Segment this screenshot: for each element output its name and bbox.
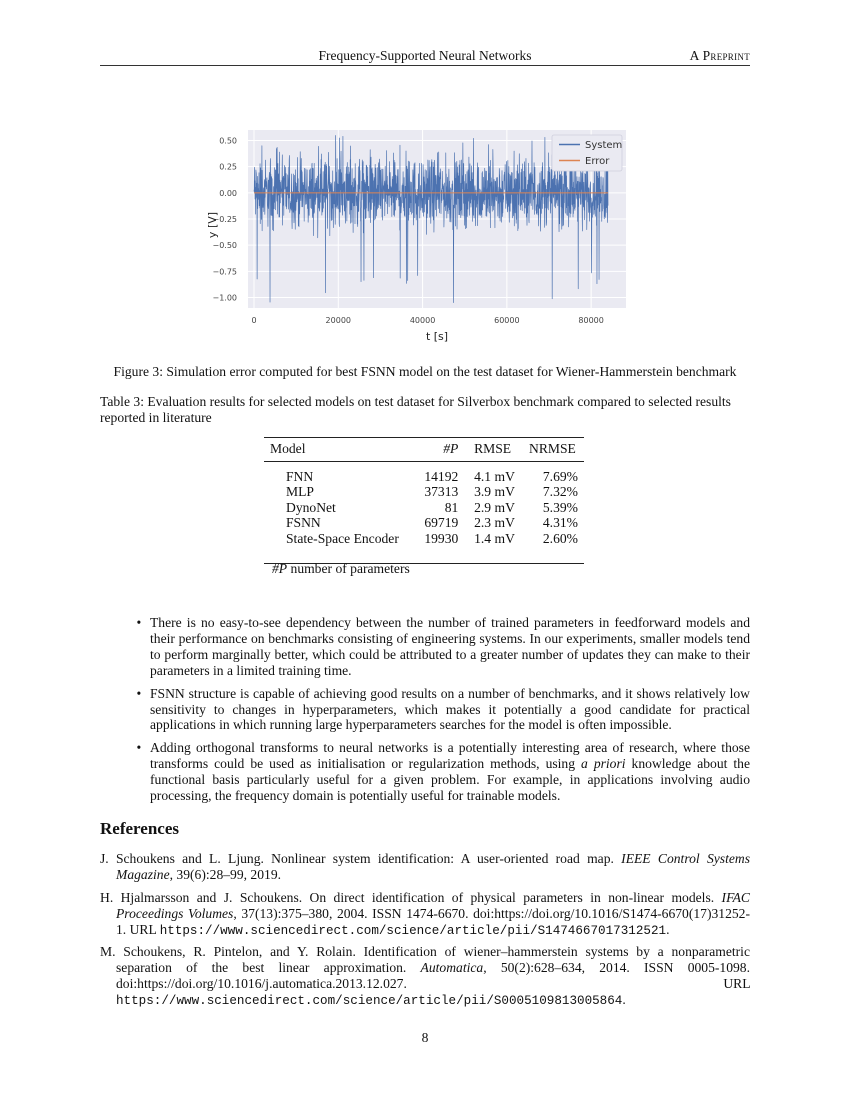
running-header [100,48,750,66]
running-tag: A Preprint [689,48,750,63]
reference-details: , 37(13):375–380, 2004. ISSN 1474-6670. doi:https://doi.org/10.1016/S1474-6670(17)31252-1. [116,905,750,937]
cell-params: 19930 [424,530,459,546]
y-axis-label: y [V] [206,211,219,239]
table-row [264,531,584,563]
cell-nrmse: 7.69% [542,468,578,484]
cell-rmse: 2.3 mV [474,515,515,531]
table-row [264,515,584,531]
cell-params: 69719 [424,515,459,531]
cell-params: 81 [444,499,459,515]
list-item: • There is no easy-to-see dependency between the number of trained parameters in feedforward models and their performance on benchmarks consisting of engineering systems. In our experiments, smaller models tend to perform marginally better, which could be attributed to a greater number of updates they can make to their parameters in a limited training time. [148,615,750,679]
y-tick-label: 0.50 [219,136,237,146]
findings-list [100,615,750,811]
x-tick-label: 0 [251,316,257,325]
cell-params: 37313 [424,484,459,500]
list-item-emphasis: a priori [581,756,626,772]
cell-rmse: 2.9 mV [474,499,515,515]
reference-url[interactable]: https://www.sciencedirect.com/science/article/pii/S1474667017312521 [159,923,667,938]
references-heading: References [100,819,179,838]
x-tick-label: 80000 [578,316,604,325]
reference-url-label: URL [723,975,750,991]
cell-rmse: 4.1 mV [474,468,515,484]
x-tick-label: 20000 [325,316,352,325]
reference-text: M. Schoukens, R. Pintelon, and Y. Rolain. Identification of wiener–hammerstein systems by a nonparametric separation of the best linear approximation. [100,944,750,975]
reference-details: , 50(2):628–634, 2014. ISSN 0005-1098. doi:https://doi.org/10.1016/j.automatica.2013.12.027. [116,959,750,991]
reference-url[interactable]: https://www.sciencedirect.com/science/article/pii/S0005109813005864 [116,993,623,1008]
cell-nrmse: 4.31% [542,515,578,531]
table-row [264,500,584,516]
page-number: 8 [421,1030,429,1045]
cell-model: MLP [286,484,314,500]
reference-text: J. Schoukens and L. Ljung. Nonlinear system identification: A user-oriented road map. [100,851,622,866]
x-tick-label: 60000 [494,316,520,325]
list-item-text: knowledge about the functional basis particularly useful for a given problem. For example, in applications involving audio processing, the frequency domain is potentially useful for trainable models. [150,756,750,804]
legend-label-error: Error [585,156,610,167]
cell-nrmse: 7.32% [542,484,578,500]
table-note-text: number of parameters [290,561,410,576]
reference-venue: IEEE Control Systems Magazine [116,851,750,882]
cell-params: 14192 [424,468,459,484]
table-row [264,461,584,484]
list-item: • FSNN structure is capable of achieving good results on a number of benchmarks, and it shows relatively low sensitivity to changes in hyperparameters, which makes it potentially a good candidate for practical applications in which running large hyperparameters searches for the model is often impossible. [148,686,750,734]
figure-caption: Figure 3: Simulation error computed for best FSNN model on the test dataset for Wiener-Hammerstein benchmark [113,364,737,379]
cell-rmse: 3.9 mV [474,484,515,500]
reference-url-label: URL [129,921,157,937]
reference-details: , 39(6):28–99, 2019. [169,866,282,882]
list-item-text: Adding orthogonal transforms to neural networks is a potentially interesting area of research, where those transforms could be used as initialisation or regularization methods, using [150,740,750,772]
table-row [264,484,584,500]
y-tick-label: −0.50 [212,241,237,251]
y-tick-label: 0.00 [219,188,237,198]
x-tick-label: 40000 [409,316,436,325]
table-note [272,561,410,577]
results-table [264,437,584,564]
reference-text: H. Hjalmarsson and J. Schoukens. On direct identification of physical parameters in non-linear models. [100,890,722,905]
reference-venue: Automatica [420,959,484,975]
figure-3-chart [196,125,636,347]
col-header-params-text: #P [443,441,459,456]
cell-model: FNN [286,468,314,484]
y-tick-label: 0.25 [219,162,237,172]
cell-nrmse: 2.60% [542,530,578,546]
legend [552,135,622,171]
reference-end: . [666,921,670,937]
cell-model: FSNN [286,515,321,531]
table-body [264,461,584,563]
x-axis-label: t [s] [425,330,449,343]
col-header-model: Model [264,438,415,462]
cell-rmse: 1.4 mV [474,530,515,546]
header-rule [100,65,750,66]
reference-item [100,890,750,940]
list-item [148,740,750,804]
cell-model: DynoNet [286,499,336,515]
table-note-symbol: #P [272,561,288,576]
col-header-rmse: RMSE [464,438,521,462]
reference-item [100,851,750,883]
table-caption: Table 3: Evaluation results for selected models on test dataset for Silverbox benchmark compared to selected results reported in literature [100,394,731,425]
running-title: Frequency-Supported Neural Networks [318,48,532,63]
table-header-row [264,438,584,462]
reference-item [100,944,750,1010]
legend-label-system: System [585,140,623,151]
cell-nrmse: 5.39% [542,499,578,515]
y-tick-label: −1.00 [212,293,237,303]
col-header-nrmse: NRMSE [521,438,584,462]
y-tick-label: −0.25 [212,215,237,224]
col-header-params [415,438,464,462]
reference-end: . [622,991,626,1007]
y-tick-label: −0.75 [212,267,237,277]
cell-model: State-Space Encoder [286,530,399,546]
reference-venue: IFAC Proceedings Volumes [116,890,750,921]
